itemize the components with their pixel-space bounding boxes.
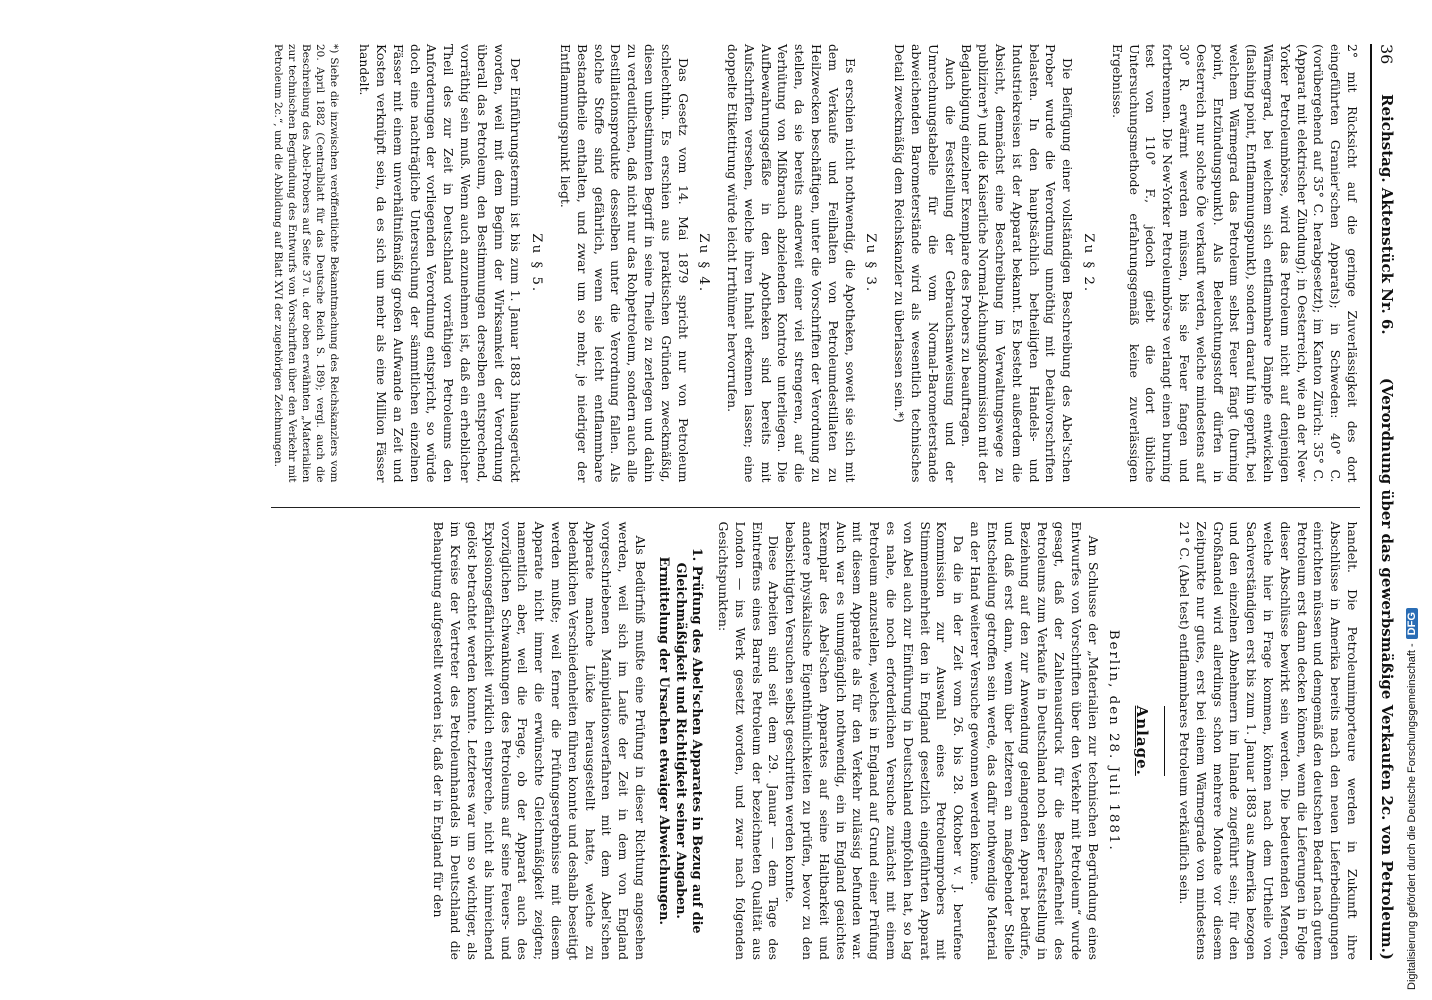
paragraph: 2° mit Rücksicht auf die geringe Zuverlässigkeit des dort eingeführten Granier'schen Apparats); in Schweden: 40° C. (vorübergehend auf 35° C. herabgesetzt); im Kanton Zürich: 35° C. (Apparat mit elektrischer Zündung); in Oesterreich, wie an der New-Yorker Petroleumbörse, wird das Petroleum nicht auf denjenigen Wärmegrad, bei welchem sich entflammbare Dämpfe entwickeln (flashing point, Entflammungspunkt), sondern darauf hin geprüft, bei welchem Wärmegrad das Petroleum selbst Feuer fängt (burning point, Entzündungspunkt). Als Beleuchtungsstoff dürfen in Oesterreich nur solche Öle verkauft werden, welche mindestens auf 30° R. erwärmt werden müssen, bis sie Feuer fangen und fortbrennen. Die New-Yorker Petroleumbörse verlangt einen burning test von 110° F., jedoch giebt die dort übliche Untersuchungsmethode erfahrungsgemäß keine zuverlässigen Ergebnisse. <box>1109 44 1360 483</box>
section-heading: Zu § 2. <box>1081 233 1097 294</box>
left-column <box>271 44 1360 483</box>
appendix-heading: Anlage. <box>1133 705 1152 776</box>
paragraph: Das Gesetz vom 14. Mai 1879 spricht nur von Petroleum schlechthin. Es erschien aus praktischen Gründen zweckmäßig, diesen unbestimmten Begriff in seine Theile zu zerlegen und dahin zu verdeutlichen, daß nicht nur das Rohpetroleum, sondern auch alle Destillationsprodukte desselben unter die Verordnung fallen. Als solche Stoffe sind gefährlich, wenn sie leicht entflammbare Bestandtheile enthalten, und zwar um so mehr, je niedriger der Entflammungspunkt liegt. <box>557 44 691 483</box>
paragraph: Der Einführungstermin ist bis zum 1. Januar 1883 hinausgerückt worden, weil mit dem Beginn der Wirksamkeit der Verordnung überall das Petroleum, den Bestimmungen derselben entsprechend, vorräthig sein muß. Wenn auch anzunehmen ist, daß ein erheblicher Theil des zur Zeit in Deutschland vorräthigen Petroleums den Anforderungen der vorliegenden Verordnung entspricht, so würde doch eine nachträgliche Untersuchung der sämmtlichen einzelnen Fässer mit einem unverhältnißmäßig großen Aufwande an Zeit und Kosten verknüpft sein, da es sich um mehr als eine Million Fässer handelt. <box>357 44 524 483</box>
paragraph: Da die in der Zeit vom 26. bis 28. Oktober v. J. berufene Kommission zur Auswahl eines Petroleumprobers mit Stimmenmehrheit den in England gesetzlich eingeführten Apparat von Abel auch zur Einführung in Deutschland empfohlen hat, so lag es nahe, die noch erforderlichen Versuche zunächst mit einem Petroleum anzustellen, welches in England auf Grund einer Prüfung mit diesem Apparate als für den Verkehr zulässig befunden war. Auch war es unumgänglich nothwendig, ein in England geaichtes Exemplar des Abel'schen Apparates auf seine Haltbarkeit und andere physikalische Eigenthümlichkeiten zu prüfen, bevor zu den beabsichtigten Versuchen selbst geschritten werden konnte. <box>783 521 967 960</box>
section-heading: Zu § 3. <box>863 233 879 294</box>
paragraph: Die Beifügung einer vollständigen Beschreibung des Abel'schen Prober wurde die Verordnung unnöthig mit Detailvorschriften belasten. In den hauptsächlich betheiligten Handels- und Industriekreisen ist der Apparat bekannt. Es besteht außerdem die Absicht, demnächst eine Beschreibung im Verwaltungswege zu publiziren*) und die Kaiserliche Normal-Aichungskommission mit der Beglaubigung einzelner Exemplare des Probers zu beauftragen. <box>959 44 1076 483</box>
divider <box>1164 706 1165 776</box>
paragraph: Als Bedürfniß mußte eine Prüfung in dieser Richtung angesehen werden, weil sich im Laufe der Zeit in dem von England vorgeschriebenen Manipulationsverfahren mit dem Abel'schen Apparate manche Lücke herausgestellt hatte, welche zu bedenklichen Verschiedenheiten führen konnte und deshalb beseitigt werden mußte; weil ferner die Prüfungsergebnisse mit diesem Apparate nicht immer die erwünschte Gleichmäßigkeit zeigten; namentlich aber, weil die Frage, ob der Apparat auch des vorzüglichen Schwankungen des Petroleums auf seine Feuers- und Explosionsgefährlichkeit wirklich entspreche, nicht als hinreichend gelöst betrachtet werden konnte. Letzteres war um so wichtiger, als im Kreise der Vertreter des Petroleumhandels in Deutschland die Behauptung aufgestellt worden ist, daß der in England für den <box>431 521 648 960</box>
attribution-text: Digitalisierung gefördert durch die Deutsche Forschungsgemeinschaft - <box>1406 643 1418 990</box>
header-right: (Verordnung über das gewerbsmäßige Verkaufen 2c. von Petroleum.) <box>1378 377 1396 960</box>
footnote: *) Siehe die inzwischen veröffentlichte Bekanntmachung des Reichskanzlers vom 20. April 1882 (Centralblatt für das Deutsche Reich S. 189); vergl. auch die Beschreibung des Abel-Probers auf Seite 37 u. der oben erwähnten „Materialien zur technischen Begründung des Entwurfs von Vorschriften über den Verkehr mit Petroleum 2c.“, und die Abbildung auf Blatt XVI der zugehörigen Zeichnungen. <box>272 44 341 483</box>
subsection-heading: 1. Prüfung des Abel'schen Apparates in Bezug auf die Gleichmäßigkeit und Richtigkeit seiner Angaben. Ermittelung der Ursachen etwaiger Abweichungen. <box>655 547 705 934</box>
right-column <box>271 507 1360 961</box>
section-heading: Zu § 5. <box>529 233 545 294</box>
header-left: Reichstag. Aktenstück Nr. 6. <box>1378 94 1396 335</box>
dateline: Berlin, den 28. Juli 1881. <box>1106 629 1122 852</box>
page-number: 36 <box>1377 44 1397 65</box>
section-heading: Zu § 4. <box>696 233 712 294</box>
paragraph: Es erschien nicht nothwendig, die Apotheken, soweit sie sich mit dem Verkaufe und Feilhalten von Petroleumdestillaten zu Heilzwecken beschäftigen, unter die Vorschriften der Verordnung zu stellen, da sie bereits anderweit einer viel strengeren, auf die Verhütung von Mißbrauch abzielenden Kontrole unterliegen. Die Aufbewahrungsgefäße in den Apotheken sind bereits mit Aufschriften versehen, welche ihren Inhalt erkennen lassen; eine doppelte Etikettirung würde leicht Irrthümer hervorrufen. <box>725 44 858 483</box>
paragraph: handelt. Die Petroleumimporteure werden in Zukunft ihre Abschlüsse in Amerika bereits nach den neuen Lieferbedingungen einrichten müssen und demgemäß den deutschen Bedarf nach gutem Petroleum erst dann decken können, wenn die Lieferungen in Folge dieser Abschlüsse bewirkt sein werden. Die bedeutenden Mengen, welche hier in Frage kommen, können nach dem Urtheile von Sachverständigen erst bis zum 1. Januar 1883 aus Amerika bezogen und den einzelnen Abnehmern im Inlande zugeführt sein; für den Großhandel wird allerdings schon mehrere Monate vor diesem Zeitpunkte nur gutes, erst bei einem Wärmegrade von mindestens 21° C. (Abel test) entflammbares Petroleum verkäuflich sein. <box>1177 521 1360 960</box>
digitization-attribution <box>1398 0 1432 1000</box>
paragraph: Am Schlusse der „Materialien zur technischen Begründung eines Entwurfes von Vorschriften über den Verkehr mit Petroleum“ wurde gesagt, daß der Zahlenausdruck für die Beschaffenheit des Petroleums zum Verkaufe in Deutschland noch seiner Feststellung in Beziehung auf den zur Anwendung gelangenden Apparat bedürfe, und daß erst dann, wenn über letzteren an maßgebender Stelle Entscheidung getroffen sein werde, das dafür nothwendige Material an der Hand weiterer Versuche gewonnen werden könne. <box>968 521 1101 960</box>
dfg-logo: DFG <box>1406 608 1418 639</box>
paragraph: Auch die Feststellung der Gebrauchsanweisung und der Umrechnungstabelle für die vom Normal-Barometerstande abweichenden Barometerstände wird als wesentlich technisches Detail zweckmäßig dem Reichskanzler zu überlassen sein.*) <box>892 44 958 483</box>
paragraph: Diese Arbeiten sind seit dem 29. Januar — dem Tage des Eintreffens eines Barrels Petroleum der bezeichneten Qualität aus London — ins Werk gesetzt worden, und zwar nach folgenden Gesichtspunkten: <box>716 521 782 960</box>
